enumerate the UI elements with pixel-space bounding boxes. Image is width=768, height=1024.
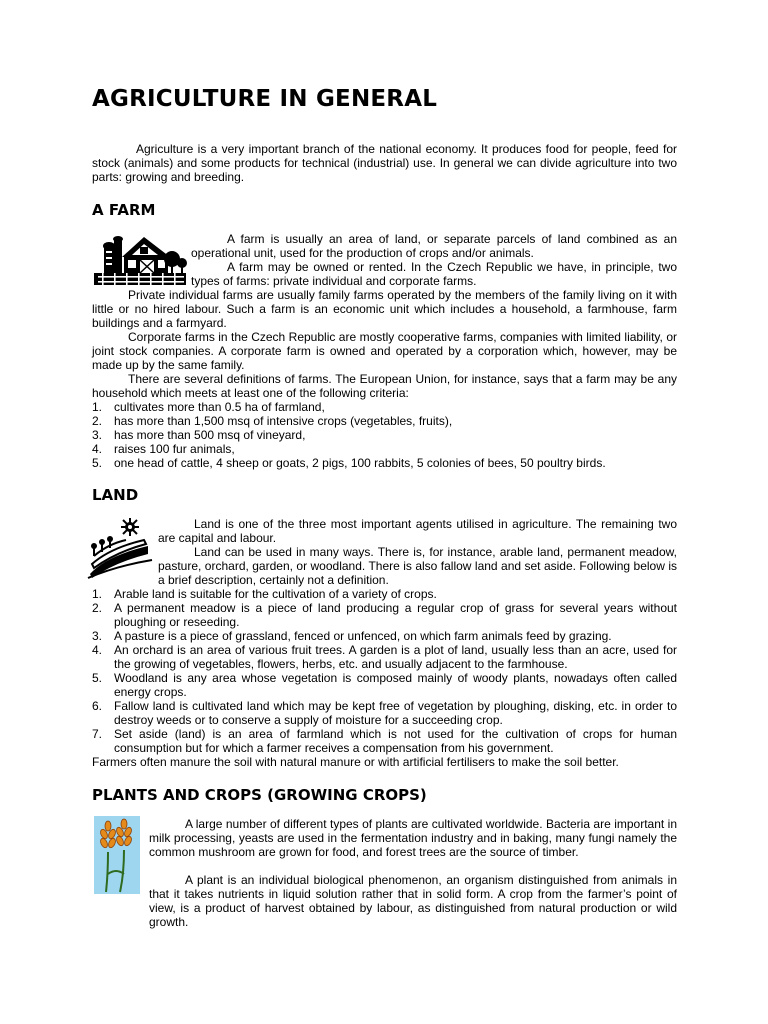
plants-paragraph-2: A plant is an individual biological phenomenon, an organism distinguished from animals in that it takes nutrients in liquid solution rather that in solid form. A crop from the farmer’s point of view, is a product of harvest obtained by labour, as distinguished from natural production or wild growth. [149,873,677,929]
list-item: 2. has more than 1,500 msq of intensive crops (vegetables, fruits), [92,414,453,428]
land-intro-block [158,517,677,587]
list-item: 5. Woodland is any area whose vegetation is composed mainly of woody plants, nowadays often called energy crops. [92,671,677,699]
list-item: 5. one head of cattle, 4 sheep or goats, 2 pigs, 100 rabbits, 5 colonies of bees, 50 poultry birds. [92,456,606,470]
farm-criteria-list [92,400,677,470]
farm-paragraph-1: A farm is usually an area of land, or separate parcels of land combined as an operational unit, used for the production of crops and/or animals. [191,232,677,260]
page-title: AGRICULTURE IN GENERAL [92,86,438,112]
list-item: 4. raises 100 fur animals, [92,442,235,456]
intro-paragraph [92,142,677,184]
farm-intro-block [191,232,677,288]
list-item: 4. An orchard is an area of various fruit trees. A garden is a plot of land, usually less than an acre, used for the growing of vegetables, flowers, herbs, etc. and usually adjacent to the farmhouse. [92,643,677,671]
farm-paragraph-5: There are several definitions of farms. The European Union, for instance, says that a farm may be any household which meets at least one of the following criteria: [92,372,677,400]
field-sun-clipart-icon [86,516,154,580]
list-item: 3. A pasture is a piece of grassland, fenced or unfenced, on which farm animals feed by grazing. [92,629,612,643]
land-heading: LAND [92,486,139,504]
plants-intro-block [149,817,677,859]
wheat-clipart-icon [94,816,140,894]
farm-heading: A FARM [92,201,156,219]
farm-paragraph-4: Corporate farms in the Czech Republic are mostly cooperative farms, companies with limited liability, or joint stock companies. A corporate farm is owned and operated by a corporation which, however, may be made up by the same family. [92,330,677,372]
plants-body-block-a [149,873,677,929]
land-paragraph-2: Land can be used in many ways. There is, for instance, arable land, permanent meadow, pasture, orchard, garden, or woodland. There is also fallow land and set aside. Following below is a brief description, certainly not a definition. [158,545,677,587]
intro-text: Agriculture is a very important branch of the national economy. It produces food for people, feed for stock (animals) and some products for technical (industrial) use. In general we can divide agriculture into two parts: growing and breeding. [92,142,677,184]
farm-clipart-icon [92,233,188,287]
land-types-list [92,587,677,755]
farm-paragraph-2: A farm may be owned or rented. In the Czech Republic we have, in principle, two types of farms: private individual and corporate farms. [191,260,677,288]
list-item: 2. A permanent meadow is a piece of land producing a regular crop of grass for several years without ploughing or reseeding. [92,601,677,629]
list-item: 1. Arable land is suitable for the cultivation of a variety of crops. [92,587,437,601]
farm-body-block [92,288,677,470]
land-body-block [92,587,677,769]
farm-paragraph-3: Private individual farms are usually family farms operated by the members of the family living on it with little or no hired labour. Such a farm is an economic unit which includes a household, a farmhouse, farm buildings and a farmyard. [92,288,677,330]
list-item: 1. cultivates more than 0.5 ha of farmland, [92,400,325,414]
land-closing-text: Farmers often manure the soil with natural manure or with artificial fertilisers to make the soil better. [92,755,619,769]
list-item: 7. Set aside (land) is an area of farmland which is not used for the cultivation of crops for human consumption but for which a farmer receives a compensation from his government. [92,727,677,755]
list-item: 3. has more than 500 msq of vineyard, [92,428,306,442]
list-item: 6. Fallow land is cultivated land which may be kept free of vegetation by ploughing, disking, etc. in order to destroy weeds or to conserve a supply of moisture for a succeeding crop. [92,699,677,727]
plants-paragraph-1: A large number of different types of plants are cultivated worldwide. Bacteria are important in milk processing, yeasts are used in the fermentation industry and in baking, many fungi namely the common mushroom are grown for food, and forest trees are the source of timber. [149,817,677,859]
plants-heading: PLANTS AND CROPS (GROWING CROPS) [92,786,427,804]
land-paragraph-1: Land is one of the three most important agents utilised in agriculture. The remaining two are capital and labour. [158,517,677,545]
